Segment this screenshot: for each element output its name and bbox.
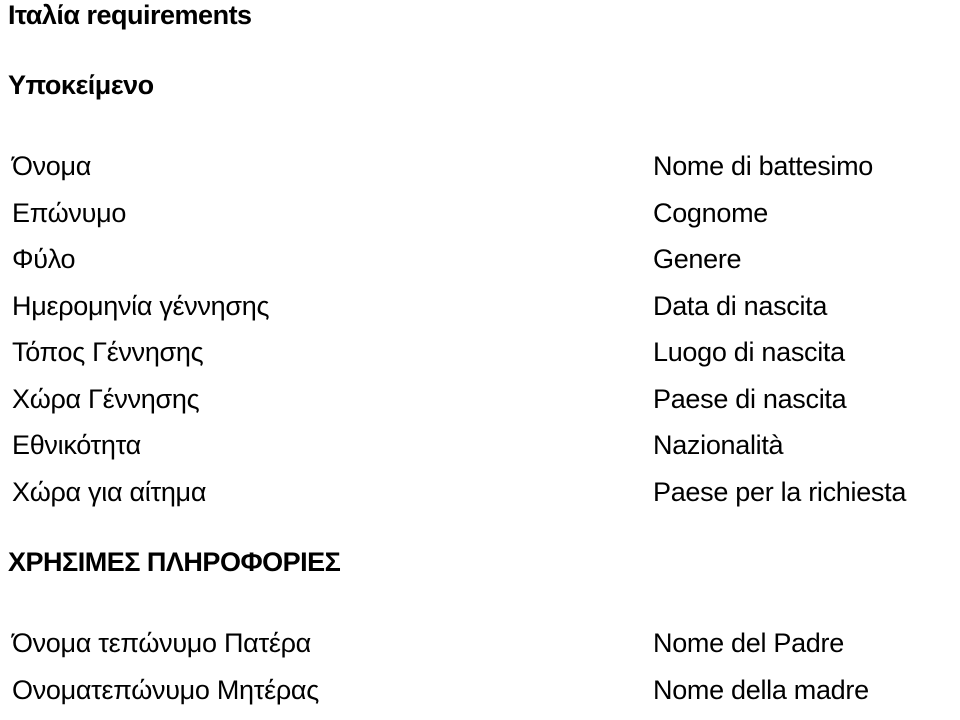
field-label-italian: Genere (653, 243, 741, 275)
field-row-place-of-birth (0, 336, 960, 383)
field-label-greek: Όνομα τεπώνυμο Πατέρα (12, 627, 311, 659)
field-label-greek: Ημερομηνία γέννησης (12, 290, 269, 322)
field-label-greek: Ονοματεπώνυμο Μητέρας (12, 674, 319, 706)
section-heading-subject: Υποκείμενο (8, 70, 154, 101)
useful-info-fields-list (0, 627, 960, 720)
field-label-italian: Nome di battesimo (653, 150, 873, 182)
field-label-greek: Εθνικότητα (12, 429, 141, 461)
field-row-first-name (0, 150, 960, 197)
field-label-italian: Cognome (653, 197, 768, 229)
field-row-mother-name (0, 674, 960, 720)
field-row-date-of-birth (0, 290, 960, 337)
field-label-greek: Φύλο (12, 243, 75, 275)
field-row-father-name (0, 627, 960, 674)
field-label-italian: Nome della madre (653, 674, 869, 706)
field-label-italian: Paese di nascita (653, 383, 846, 415)
field-label-italian: Luogo di nascita (653, 336, 845, 368)
section-heading-useful-info: ΧΡΗΣΙΜΕΣ ΠΛΗΡΟΦΟΡΙΕΣ (8, 547, 340, 578)
field-label-italian: Data di nascita (653, 290, 827, 322)
field-label-italian: Nome del Padre (653, 627, 844, 659)
field-row-nationality (0, 429, 960, 476)
field-label-italian: Paese per la richiesta (653, 476, 906, 508)
field-row-gender (0, 243, 960, 290)
field-label-greek: Τόπος Γέννησης (12, 336, 203, 368)
field-row-surname (0, 197, 960, 244)
field-label-greek: Χώρα για αίτημα (12, 476, 206, 508)
page-title: Ιταλία requirements (8, 0, 252, 31)
field-row-country-of-request (0, 476, 960, 523)
field-label-greek: Χώρα Γέννησης (12, 383, 199, 415)
subject-fields-list (0, 150, 960, 522)
field-label-greek: Όνομα (12, 150, 91, 182)
field-label-italian: Nazionalità (653, 429, 783, 461)
field-label-greek: Επώνυμο (12, 197, 126, 229)
field-row-country-of-birth (0, 383, 960, 430)
